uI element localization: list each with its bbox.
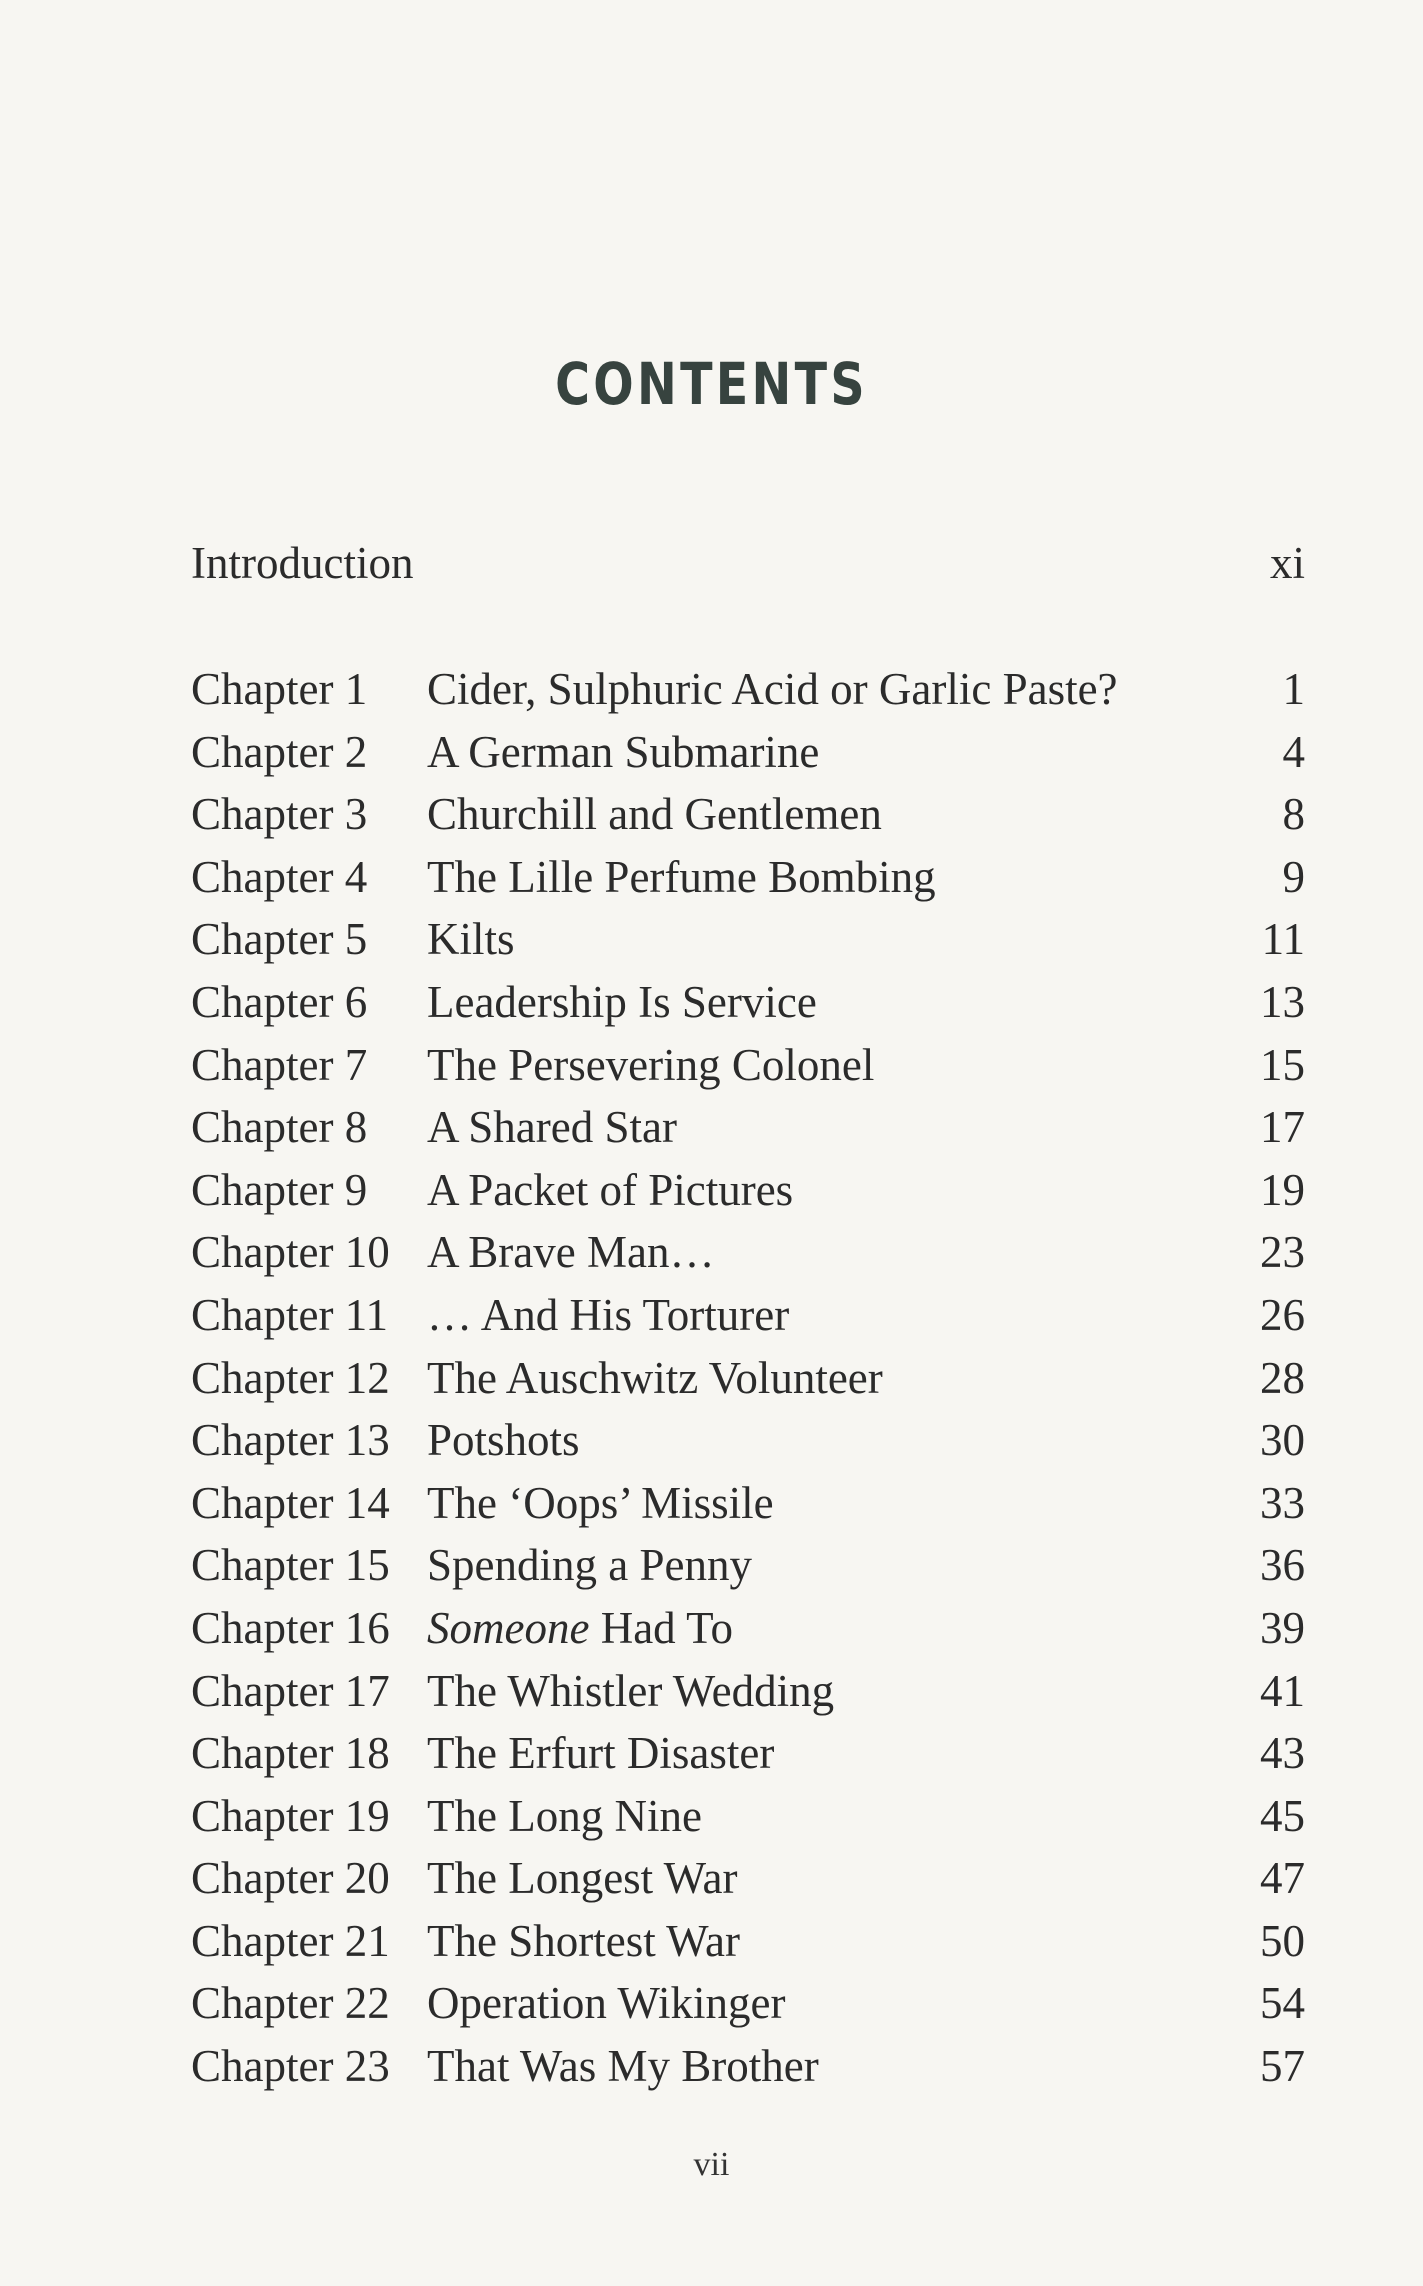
chapter-title: Potshots bbox=[427, 1415, 580, 1466]
chapter-title-emphasis: Someone bbox=[427, 1602, 590, 1653]
chapter-entry bbox=[191, 1972, 1305, 2035]
chapter-title: Cider, Sulphuric Acid or Garlic Paste? bbox=[427, 664, 1118, 714]
chapter-label: Chapter 1 bbox=[191, 664, 368, 714]
chapter-entry bbox=[191, 1347, 1305, 1410]
chapter-label: Chapter 9 bbox=[191, 1164, 368, 1215]
chapter-entry bbox=[191, 1534, 1305, 1597]
chapter-page-number: 30 bbox=[1260, 1415, 1305, 1466]
chapter-page-number: 9 bbox=[1282, 851, 1305, 902]
chapter-title: A Packet of Pictures bbox=[427, 1164, 794, 1215]
chapter-list bbox=[191, 658, 1305, 2098]
chapter-page-number: 28 bbox=[1260, 1352, 1305, 1403]
chapter-title: The Whistler Wedding bbox=[427, 1665, 835, 1716]
chapter-entry bbox=[191, 1034, 1305, 1097]
chapter-title: Leadership Is Service bbox=[427, 976, 817, 1027]
chapter-entry bbox=[191, 846, 1305, 909]
chapter-title-rest: Had To bbox=[589, 1602, 733, 1653]
chapter-title: A Shared Star bbox=[427, 1102, 677, 1153]
chapter-title: That Was My Brother bbox=[427, 2041, 819, 2092]
chapter-label: Chapter 18 bbox=[191, 1728, 390, 1779]
chapter-page-number: 26 bbox=[1260, 1289, 1305, 1340]
chapter-title bbox=[427, 1597, 733, 1660]
chapter-title: A Brave Man… bbox=[427, 1227, 715, 1278]
chapter-label: Chapter 14 bbox=[191, 1477, 390, 1528]
chapter-page-number: 36 bbox=[1260, 1540, 1305, 1591]
chapter-title: Churchill and Gentlemen bbox=[427, 789, 882, 840]
chapter-page-number: 57 bbox=[1260, 2041, 1305, 2092]
chapter-entry bbox=[191, 2035, 1305, 2098]
chapter-label: Chapter 20 bbox=[191, 1853, 390, 1904]
chapter-label: Chapter 11 bbox=[191, 1289, 389, 1340]
chapter-entry bbox=[191, 658, 1305, 721]
chapter-page-number: 8 bbox=[1282, 789, 1305, 840]
chapter-entry bbox=[191, 908, 1305, 971]
chapter-title: The Persevering Colonel bbox=[427, 1039, 875, 1090]
chapter-title: … And His Torturer bbox=[427, 1289, 790, 1340]
chapter-label: Chapter 19 bbox=[191, 1790, 390, 1841]
chapter-title: The Auschwitz Volunteer bbox=[427, 1352, 883, 1403]
chapter-entry bbox=[191, 1159, 1305, 1222]
chapter-page-number: 15 bbox=[1260, 1039, 1305, 1090]
chapter-page-number: 17 bbox=[1260, 1102, 1305, 1153]
chapter-page-number: 39 bbox=[1260, 1602, 1305, 1653]
chapter-title: The Long Nine bbox=[427, 1790, 702, 1841]
chapter-page-number: 4 bbox=[1282, 726, 1305, 777]
chapter-label: Chapter 22 bbox=[191, 1978, 390, 2029]
chapter-label: Chapter 16 bbox=[191, 1602, 390, 1653]
chapter-title: Kilts bbox=[427, 914, 515, 965]
chapter-page-number: 41 bbox=[1260, 1665, 1305, 1716]
chapter-label: Chapter 21 bbox=[191, 1915, 390, 1966]
chapter-entry bbox=[191, 1284, 1305, 1347]
chapter-label: Chapter 8 bbox=[191, 1102, 368, 1153]
chapter-entry bbox=[191, 1409, 1305, 1472]
chapter-label: Chapter 6 bbox=[191, 976, 368, 1027]
contents-heading: CONTENTS bbox=[555, 350, 868, 418]
chapter-page-number: 33 bbox=[1260, 1477, 1305, 1528]
chapter-label: Chapter 23 bbox=[191, 2041, 390, 2092]
chapter-label: Chapter 3 bbox=[191, 789, 368, 840]
chapter-page-number: 23 bbox=[1260, 1227, 1305, 1278]
chapter-label: Chapter 2 bbox=[191, 726, 368, 777]
chapter-label: Chapter 7 bbox=[191, 1039, 368, 1090]
chapter-entry bbox=[191, 1096, 1305, 1159]
introduction-title: Introduction bbox=[191, 538, 414, 588]
chapter-page-number: 43 bbox=[1260, 1728, 1305, 1779]
chapter-entry bbox=[191, 1472, 1305, 1535]
chapter-title: The ‘Oops’ Missile bbox=[427, 1477, 774, 1528]
chapter-label: Chapter 5 bbox=[191, 914, 368, 965]
chapter-page-number: 19 bbox=[1260, 1164, 1305, 1215]
chapter-entry bbox=[191, 1785, 1305, 1848]
chapter-label: Chapter 12 bbox=[191, 1352, 390, 1403]
introduction-page-number: xi bbox=[1269, 538, 1305, 588]
chapter-title: Spending a Penny bbox=[427, 1540, 752, 1591]
chapter-title: The Shortest War bbox=[427, 1915, 740, 1966]
chapter-label: Chapter 13 bbox=[191, 1415, 390, 1466]
chapter-entry bbox=[191, 1847, 1305, 1910]
chapter-page-number: 50 bbox=[1260, 1915, 1305, 1966]
chapter-label: Chapter 4 bbox=[191, 851, 368, 902]
chapter-entry bbox=[191, 783, 1305, 846]
chapter-label: Chapter 15 bbox=[191, 1540, 390, 1591]
page-folio: vii bbox=[693, 2146, 730, 2183]
chapter-page-number: 47 bbox=[1260, 1853, 1305, 1904]
chapter-label: Chapter 17 bbox=[191, 1665, 390, 1716]
chapter-title: The Erfurt Disaster bbox=[427, 1728, 775, 1779]
chapter-entry bbox=[191, 1221, 1305, 1284]
chapter-label: Chapter 10 bbox=[191, 1227, 390, 1278]
chapter-entry bbox=[191, 721, 1305, 784]
chapter-entry bbox=[191, 1597, 1305, 1660]
chapter-entry bbox=[191, 1660, 1305, 1723]
chapter-entry bbox=[191, 1910, 1305, 1973]
chapter-entry bbox=[191, 971, 1305, 1034]
chapter-page-number: 54 bbox=[1260, 1978, 1305, 2029]
introduction-entry bbox=[191, 533, 1305, 593]
chapter-page-number: 45 bbox=[1260, 1790, 1305, 1841]
chapter-page-number: 11 bbox=[1261, 914, 1305, 965]
chapter-title: The Lille Perfume Bombing bbox=[427, 851, 936, 902]
chapter-title: A German Submarine bbox=[427, 726, 820, 777]
chapter-page-number: 13 bbox=[1260, 976, 1305, 1027]
chapter-title: The Longest War bbox=[427, 1853, 738, 1904]
chapter-entry bbox=[191, 1722, 1305, 1785]
chapter-title: Operation Wikinger bbox=[427, 1978, 786, 2029]
chapter-page-number: 1 bbox=[1282, 664, 1305, 714]
